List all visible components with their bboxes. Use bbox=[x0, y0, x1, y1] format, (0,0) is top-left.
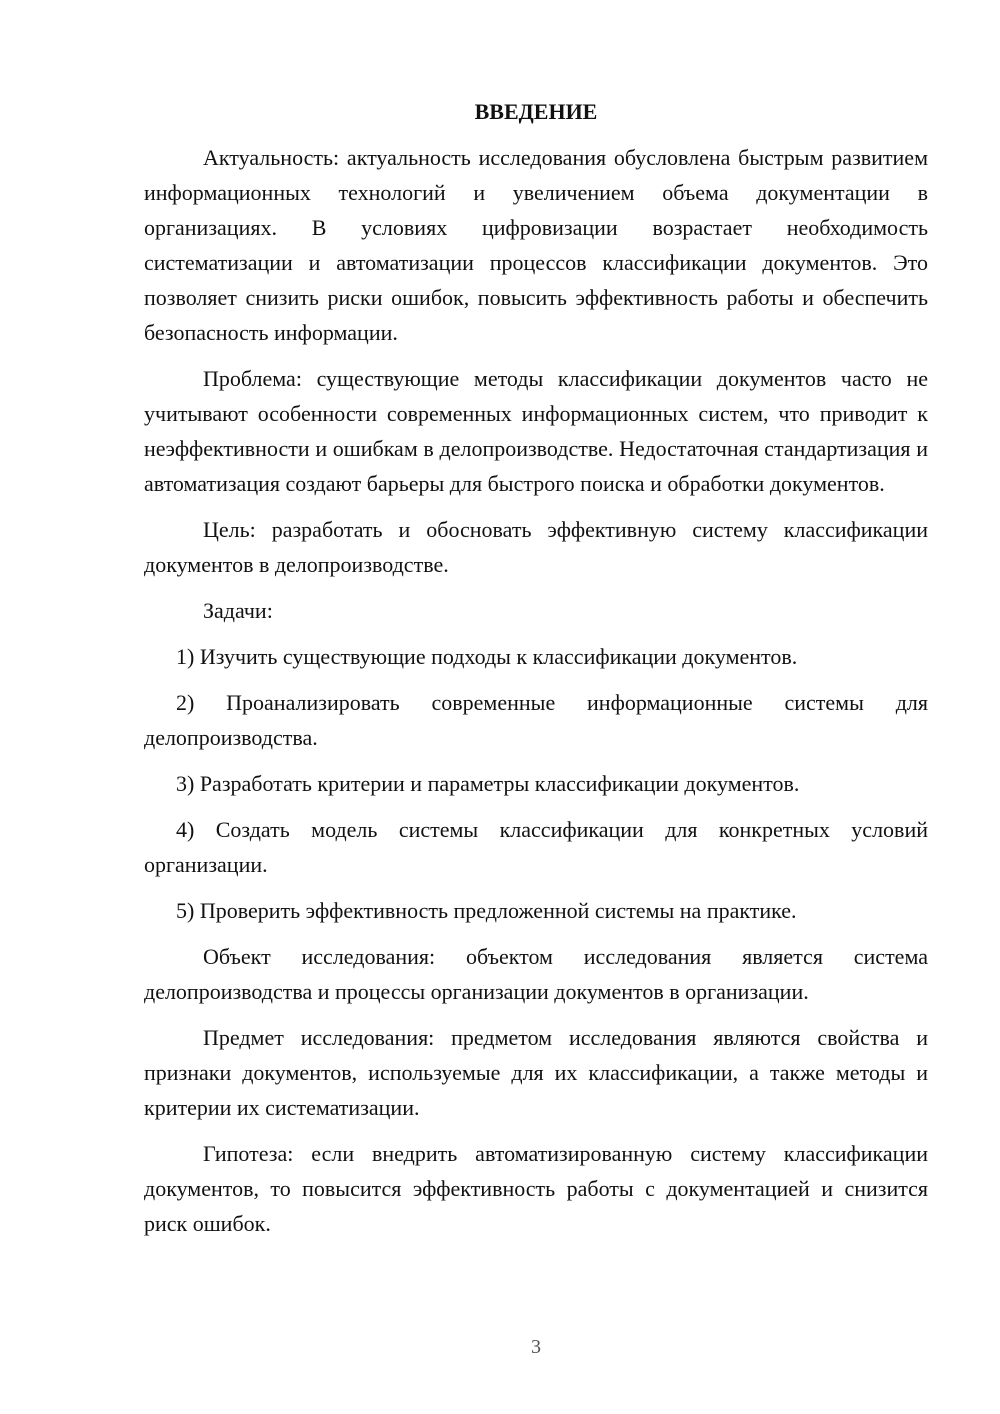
paragraph-relevance: Актуальность: актуальность исследования обусловлена быстрым развитием информационных технологий и увеличением объема документации в организациях. В условиях цифровизации возрастает необходимость систематизации и автоматизации процессов классификации документов. Это позволяет снизить риски ошибок, повысить эффективность работы и обеспечить безопасность информации. bbox=[144, 145, 928, 345]
paragraph-tasks-heading: Задачи: bbox=[203, 598, 273, 623]
task-item-1: 1) Изучить существующие подходы к классификации документов. bbox=[176, 644, 798, 669]
paragraph-subject: Предмет исследования: предметом исследования являются свойства и признаки документов, используемые для их классификации, а также методы и критерии их систематизации. bbox=[144, 1025, 928, 1120]
task-item-4: 4) Создать модель системы классификации для конкретных условий организации. bbox=[144, 817, 928, 877]
paragraph-problem: Проблема: существующие методы классификации документов часто не учитывают особенности современных информационных систем, что приводит к неэффективности и ошибкам в делопроизводстве. Недостаточная стандартизация и автоматизация создают барьеры для быстрого поиска и обработки документов. bbox=[144, 366, 928, 496]
task-item-5: 5) Проверить эффективность предложенной системы на практике. bbox=[176, 898, 797, 923]
section-title: ВВЕДЕНИЕ bbox=[474, 99, 598, 124]
page-content bbox=[144, 94, 928, 1252]
paragraph-hypothesis: Гипотеза: если внедрить автоматизированную систему классификации документов, то повысится эффективность работы с документацией и снизится риск ошибок. bbox=[144, 1141, 928, 1236]
page-number: 3 bbox=[531, 1336, 541, 1358]
paragraph-goal: Цель: разработать и обосновать эффективную систему классификации документов в делопроизводстве. bbox=[144, 517, 928, 577]
paragraph-object: Объект исследования: объектом исследования является система делопроизводства и процессы организации документов в организации. bbox=[144, 944, 928, 1004]
task-item-2: 2) Проанализировать современные информационные системы для делопроизводства. bbox=[144, 690, 928, 750]
task-item-3: 3) Разработать критерии и параметры классификации документов. bbox=[176, 771, 800, 796]
